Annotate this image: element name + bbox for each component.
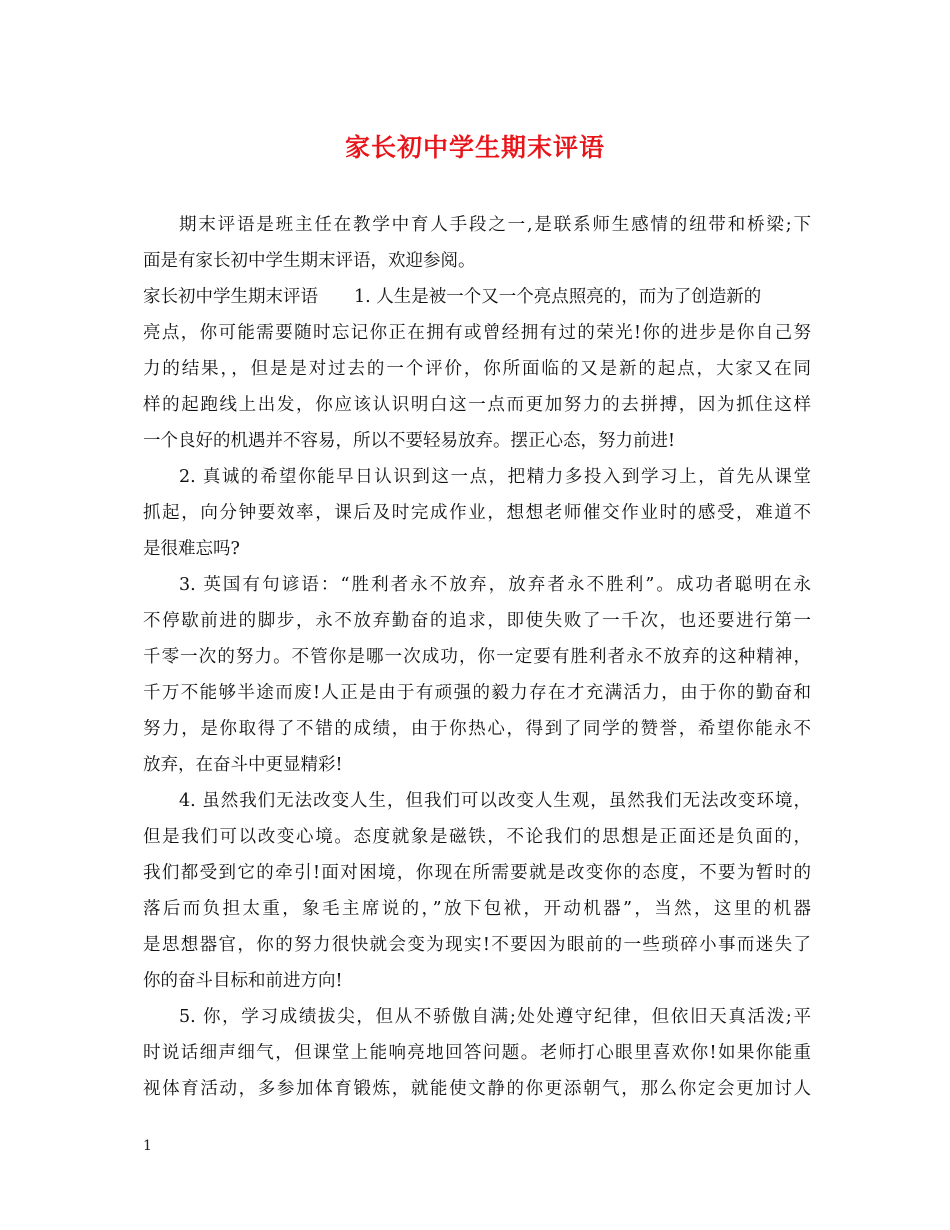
text-line: 力的结果，，但是是对过去的一个评价，你所面临的又是新的起点，大家又在同 [143, 359, 811, 379]
text-line: 一个良好的机遇并不容易，所以不要轻易放弃。摆正心态，努力前进! [143, 431, 676, 451]
text-line: 3. 英国有句谚语：“胜利者永不放弃，放弃者永不胜利”。成功者聪明在永 [179, 575, 811, 595]
text-line: 样的起跑线上出发，你应该认识明白这一点而更加努力的去拼搏，因为抓住这样 [143, 395, 811, 415]
text-line: 2. 真诚的希望你能早日认识到这一点，把精力多投入到学习上，首先从课堂 [179, 467, 811, 487]
text-line: 时说话细声细气，但课堂上能响亮地回答问题。老师打心眼里喜欢你!如果你能重 [143, 1043, 811, 1063]
section-heading: 家长初中学生期末评语 [143, 287, 318, 307]
text-line: 你的奋斗目标和前进方向! [143, 971, 343, 991]
text-line: 面是有家长初中学生期末评语，欢迎参阅。 [143, 251, 476, 271]
text-line: 千万不能够半途而废!人正是由于有顽强的毅力存在才充满活力，由于你的勤奋和 [143, 683, 811, 703]
text-line: 5. 你，学习成绩拔尖，但从不骄傲自满;处处遵守纪律，但依旧天真活泼;平 [179, 1007, 811, 1027]
text-line: 是思想器官，你的努力很快就会变为现实!不要因为眼前的一些琐碎小事而迷失了 [143, 935, 811, 955]
text-line: 抓起，向分钟要效率，课后及时完成作业，想想老师催交作业时的感受，难道不 [143, 503, 811, 523]
item-1-start: 1. 人生是被一个又一个亮点照亮的，而为了创造新的 [354, 287, 762, 307]
text-line: 是很难忘吗? [143, 539, 240, 559]
text-line: 我们都受到它的牵引!面对困境，你现在所需要就是改变你的态度，不要为暂时的 [143, 863, 811, 883]
text-line: 千零一次的努力。不管你是哪一次成功，你一定要有胜利者永不放弃的这种精神， [143, 647, 811, 667]
text-line: 不停歇前进的脚步，永不放弃勤奋的追求，即使失败了一千次，也还要进行第一 [143, 611, 811, 631]
text-line: 落后而负担太重，象毛主席说的，”放下包袱，开动机器”，当然，这里的机器 [143, 899, 811, 919]
document-title: 家长初中学生期末评语 [344, 133, 605, 162]
text-line: 放弃，在奋斗中更显精彩! [143, 755, 343, 775]
text-line: 但是我们可以改变心境。态度就象是磁铁，不论我们的思想是正面还是负面的， [143, 827, 811, 847]
page-number: 1 [143, 1138, 152, 1154]
text-line: 4. 虽然我们无法改变人生，但我们可以改变人生观，虽然我们无法改变环境， [179, 791, 811, 811]
text-line: 期末评语是班主任在教学中育人手段之一,是联系师生感情的纽带和桥梁;下 [179, 215, 811, 235]
text-line: 视体育活动，多参加体育锻炼，就能使文静的你更添朝气，那么你定会更加讨人 [143, 1079, 811, 1099]
text-line: 亮点，你可能需要随时忘记你正在拥有或曾经拥有过的荣光!你的进步是你自己努 [143, 323, 811, 343]
text-line-composite [143, 279, 811, 315]
text-line: 努力，是你取得了不错的成绩，由于你热心，得到了同学的赞誉，希望你能永不 [143, 719, 811, 739]
